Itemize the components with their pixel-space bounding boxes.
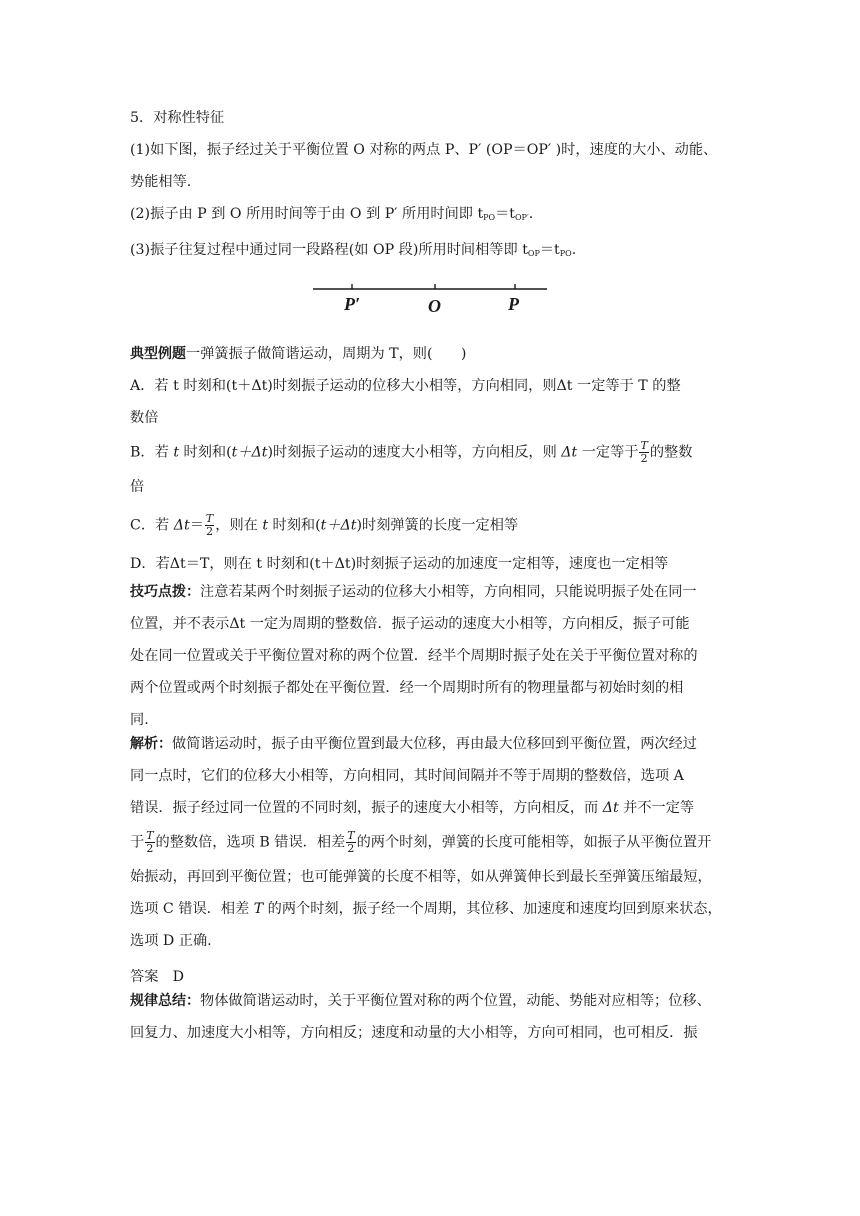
analysis-label: 解析： <box>130 736 172 752</box>
summary-line-2: 回复力、加速度大小相等，方向相反；速度和动量的大小相等，方向可相同，也可相反．振 <box>130 1025 698 1041</box>
tip-line-4: 两个位置或两个时刻振子都处在平衡位置．经一个周期时所有的物理量都与初始时刻的相 <box>130 680 684 696</box>
p2-end: . <box>528 206 534 222</box>
analysis-line-7: 选项 D 正确. <box>130 933 212 949</box>
p2-subscript-1: PO <box>483 213 496 222</box>
option-d: D．若Δt＝T，则在 t 时刻和(t＋Δt)时刻振子运动的加速度一定相等，速度也一定相等 <box>130 556 669 572</box>
fraction-numerator: T <box>347 829 355 842</box>
tip-label: 技巧点拨： <box>130 584 200 600</box>
fraction-denominator: 2 <box>640 452 648 465</box>
p2-text: (2)振子由 P 到 O 所用时间等于由 O 到 P′ 所用时间即 t <box>130 206 484 222</box>
analysis-fraction-1 <box>145 830 154 855</box>
option-b-fraction <box>639 440 648 465</box>
fraction-numerator: T <box>205 512 214 525</box>
label-p-prime: P′ <box>344 294 361 314</box>
option-b-line-2: 倍 <box>130 479 145 495</box>
option-a-line-2: 数倍 <box>130 410 159 426</box>
fraction-denominator: 2 <box>206 525 214 538</box>
label-o: O <box>428 296 441 316</box>
option-b-prefix: B．若 <box>130 444 174 461</box>
p3-text: (3)振子往复过程中通过同一段路程(如 OP 段)所用时间相等即 t <box>130 242 528 258</box>
paragraph-1-line-2: 势能相等. <box>130 174 192 190</box>
analysis-text-6a: 选项 C 错误．相差 <box>130 901 254 917</box>
paragraph-1-line-1: (1)如下图，振子经过关于平衡位置 O 对称的两点 P、P′ (OP＝OP′ )时，速度的大小、动能、 <box>130 142 718 158</box>
document-page <box>130 108 734 1043</box>
symmetry-diagram <box>130 278 734 338</box>
fraction-denominator: 2 <box>146 842 154 855</box>
tip-text-1: 注意若某两个时刻振子运动的位移大小相等，方向相同，只能说明振子处在同一 <box>200 584 697 600</box>
option-b-text-1: 时刻和( <box>179 444 232 461</box>
analysis-text-4b: 的整数倍，选项 B 错误．相差 <box>155 834 346 851</box>
fraction-numerator: T <box>146 829 154 842</box>
analysis-text-4c: 的两个时刻，弹簧的长度可能相等，如振子从平衡位置开 <box>356 834 712 851</box>
section-title: 5．对称性特征 <box>130 110 225 126</box>
summary-label: 规律总结： <box>130 993 200 1009</box>
option-c-text-3: )时刻弹簧的长度一定相等 <box>356 517 519 534</box>
p2-equals: ＝t <box>495 206 515 222</box>
option-c-fraction <box>205 513 214 538</box>
summary-text-1: 物体做简谐运动时，关于平衡位置对称的两个位置，动能、势能对应相等；位移、 <box>200 993 711 1009</box>
analysis-fraction-2 <box>346 830 355 855</box>
option-b-var-t-dt: t＋Δt <box>231 444 268 461</box>
option-c-var-t: t <box>262 517 269 534</box>
option-c-var-t-dt: t＋Δt <box>320 517 357 534</box>
analysis-line-3 <box>130 798 734 818</box>
option-b-var-dt: Δt <box>561 444 578 461</box>
option-b-text-2: )时刻振子运动的速度大小相等，方向相反，则 <box>267 444 562 461</box>
p3-subscript-2: PO <box>559 249 572 258</box>
option-b-text-3: 一定等于 <box>577 444 639 461</box>
tip-line-3: 处在同一位置或关于平衡位置对称的两个位置．经半个周期时振子处在关于平衡位置对称的 <box>130 648 698 664</box>
analysis-text-6c: 的两个时刻，振子经一个周期，其位移、加速度和速度均回到原来状态， <box>263 901 722 917</box>
label-p: P <box>508 294 519 314</box>
fraction-numerator: T <box>640 439 648 452</box>
example-question <box>130 344 734 364</box>
option-c-prefix: C．若 <box>130 517 174 534</box>
analysis-line-5: 始振动，再回到平衡位置；也可能弹簧的长度不相等，如从弹簧伸长到最长至弹簧压缩最短， <box>130 869 712 885</box>
analysis-line-1 <box>130 734 734 754</box>
summary-line-1 <box>130 991 734 1011</box>
example-label: 典型例题 <box>130 346 186 362</box>
analysis-text-3c: 并不一定等 <box>618 800 695 816</box>
paragraph-2 <box>130 204 734 228</box>
paragraph-3 <box>130 240 734 264</box>
answer: 答案 D <box>130 969 184 985</box>
option-b-line-1 <box>130 440 734 465</box>
analysis-text-3a: 错误．振子经过同一位置的不同时刻，振子的速度大小相等，方向相反，而 <box>130 800 603 816</box>
option-c-text-2: 时刻和( <box>268 517 321 534</box>
analysis-var-t: T <box>253 901 264 917</box>
p3-equals: ＝t <box>539 242 560 258</box>
option-c-text-1: ，则在 <box>215 517 263 534</box>
example-question-text: 一弹簧振子做简谐运动，周期为 T，则( ) <box>186 346 467 362</box>
analysis-text-4a: 于 <box>130 834 145 851</box>
tip-line-2: 位置，并不表示Δt 一定为周期的整数倍．振子运动的速度大小相等，方向相反，振子可能 <box>130 616 690 632</box>
fraction-denominator: 2 <box>347 842 355 855</box>
analysis-line-2: 同一点时，它们的位移大小相等，方向相同，其时间间隔并不等于周期的整数倍，选项 A <box>130 768 684 784</box>
p3-subscript-1: OP <box>527 249 540 258</box>
p2-subscript-2: OP′ <box>515 213 529 222</box>
analysis-var-dt: Δt <box>602 800 619 816</box>
tip-line-1 <box>130 582 734 602</box>
symmetry-diagram-svg <box>310 278 550 328</box>
tip-line-5: 同. <box>130 712 149 728</box>
analysis-line-4 <box>130 830 734 855</box>
option-c-equals: ＝ <box>189 517 204 534</box>
analysis-text-1: 做简谐运动时，振子由平衡位置到最大位移，再由最大位移回到平衡位置，两次经过 <box>172 736 697 752</box>
option-b-text-4: 的整数 <box>649 444 693 461</box>
p3-end: . <box>571 242 577 258</box>
option-a-line-1: A．若 t 时刻和(t＋Δt)时刻振子运动的位移大小相等，方向相同，则Δt 一定等于 T 的整 <box>130 378 681 394</box>
option-c <box>130 513 734 538</box>
analysis-line-6 <box>130 899 734 919</box>
option-c-var-dt: Δt <box>173 517 190 534</box>
option-b-var-t: t <box>173 444 180 461</box>
